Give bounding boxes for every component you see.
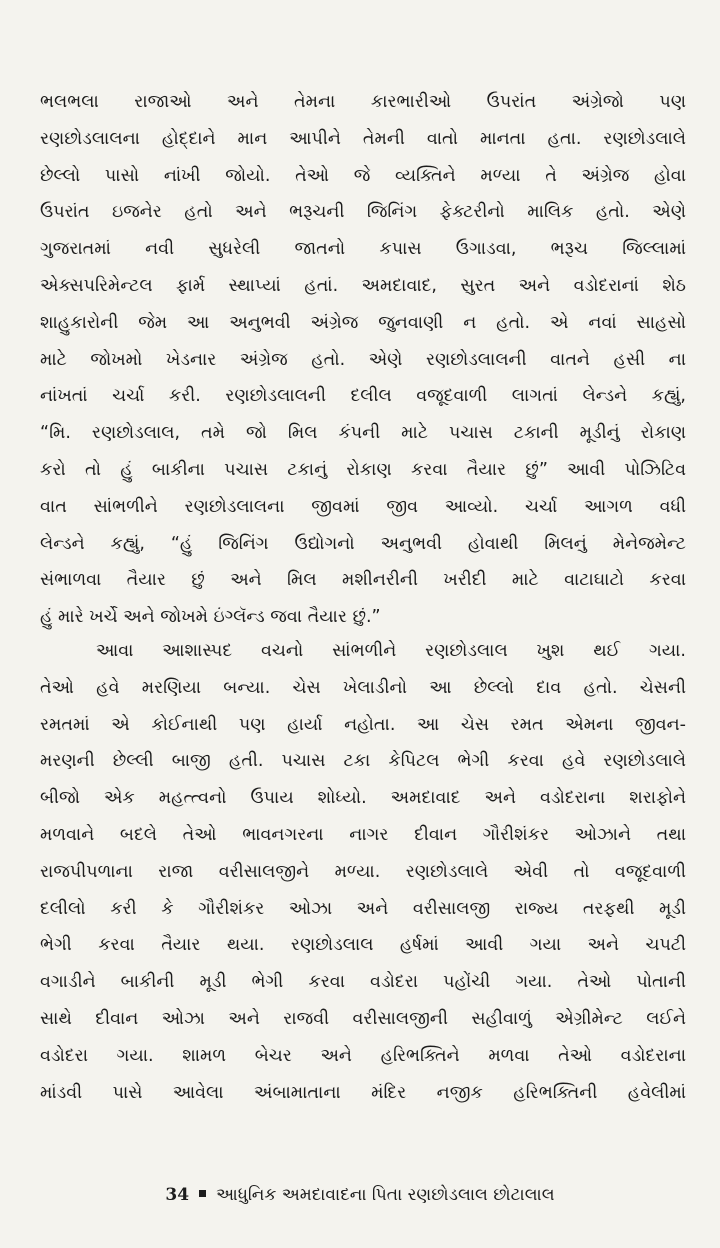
text-line: માંડવી પાસે આવેલા અંબામાતાના મંદિર નજીક હરિભક્તિની હવેલીમાં [40, 1082, 686, 1103]
text-line: હું મારે ખર્ચે અને જોખમે ઇંગ્લૅન્ડ જવા તૈયાર છું.” [40, 607, 381, 628]
text-line: દલીલો કરી કે ગૌરીશંકર ઓઝા અને વરીસાલજી રાજ્ય તરફથી મૂડી [40, 898, 686, 919]
text-line: મરણની છેલ્લી બાજી હતી. પચાસ ટકા કેપિટલ ભેગી કરવા હવે રણછોડલાલે [40, 751, 686, 772]
text-line: રણછોડલાલના હોદ્દાને માન આપીને તેમની વાતો માનતા હતા. રણછોડલાલે [40, 128, 686, 149]
text-line: એક્સપરિમેન્ટલ ફાર્મ સ્થાપ્યાં હતાં. અમદાવાદ, સુરત અને વડોદરાનાં શેઠ [40, 275, 686, 296]
text-line: નાંખતાં ચર્ચા કરી. રણછોડલાલની દલીલ વજૂદવાળી લાગતાં લેન્ડને કહ્યું, [40, 386, 686, 407]
paragraph-1 [40, 84, 686, 636]
text-line: સંભાળવા તૈયાર છું અને મિલ મશીનરીની ખરીદી માટે વાટાઘાટો કરવા [40, 570, 686, 591]
text-line: તેઓ હવે મરણિયા બન્યા. ચેસ ખેલાડીનો આ છેલ્લો દાવ હતો. ચેસની [40, 677, 686, 698]
text-line: ગુજરાતમાં નવી સુધરેલી જાતનો કપાસ ઉગાડવા, ભરૂચ જિલ્લામાં [40, 239, 686, 260]
text-line: વડોદરા ગયા. શામળ બેચર અને હરિભક્તિને મળવા તેઓ વડોદરાના [40, 1045, 686, 1066]
text-line: કરો તો હું બાકીના પચાસ ટકાનું રોકાણ કરવા તૈયાર છું” આવી પોઝિટિવ [40, 459, 686, 480]
running-title: આધુનિક અમદાવાદના પિતા રણછોડલાલ છોટાલાલ [216, 1185, 555, 1205]
text-line: ભલભલા રાજાઓ અને તેમના કારભારીઓ ઉપરાંત અંગ્રેજો પણ [40, 92, 686, 112]
text-line: વગાડીને બાકીની મૂડી ભેગી કરવા વડોદરા પહોંચી ગયા. તેઓ પોતાની [40, 972, 686, 993]
text-line: ભેગી કરવા તૈયાર થયા. રણછોડલાલ હર્ષમાં આવી ગયા અને ચપટી [40, 935, 686, 956]
text-line: રાજપીપળાના રાજા વરીસાલજીને મળ્યા. રણછોડલાલે એવી તો વજૂદવાળી [40, 861, 686, 882]
text-line: બીજો એક મહત્ત્વનો ઉપાય શોધ્યો. અમદાવાદ અને વડોદરાના શરાફોને [40, 788, 686, 809]
text-line: માટે જોખમો ખેડનાર અંગ્રેજ હતો. એણે રણછોડલાલની વાતને હસી ના [40, 349, 686, 370]
paragraph-2 [40, 633, 686, 1111]
text-line: વાત સાંભળીને રણછોડલાલના જીવમાં જીવ આવ્યો. ચર્ચા આગળ વધી [40, 496, 686, 517]
page-number: 34 [165, 1185, 190, 1205]
text-line: “મિ. રણછોડલાલ, તમે જો મિલ કંપની માટે પચાસ ટકાની મૂડીનું રોકાણ [40, 423, 686, 444]
text-line: શાહુકારોની જેમ આ અનુભવી અંગ્રેજ જુનવાણી ન હતો. એ નવાં સાહસો [40, 312, 686, 333]
page-footer [0, 1180, 720, 1210]
text-line: મળવાને બદલે તેઓ ભાવનગરના નાગર દીવાન ગૌરીશંકર ઓઝાને તથા [40, 824, 686, 845]
text-line: ઉપરાંત ઇજનેર હતો અને ભરૂચની જિનિંગ ફેક્ટરીનો માલિક હતો. એણે [40, 202, 686, 223]
text-line: આવા આશાસ્પદ વચનો સાંભળીને રણછોડલાલ ખુશ થઈ ગયા. [96, 641, 686, 661]
text-line: લેન્ડને કહ્યું, “હું જિનિંગ ઉદ્યોગનો અનુભવી હોવાથી મિલનું મેનેજમેન્ટ [40, 533, 686, 554]
square-bullet-icon [199, 1190, 206, 1197]
text-line: સાથે દીવાન ઓઝા અને રાજવી વરીસાલજીની સહીવાળું એગ્રીમેન્ટ લઈને [40, 1008, 686, 1029]
text-line: છેલ્લો પાસો નાંખી જોયો. તેઓ જે વ્યક્તિને મળ્યા તે અંગ્રેજ હોવા [40, 165, 686, 186]
text-line: રમતમાં એ કોઈનાથી પણ હાર્યા નહોતા. આ ચેસ રમત એમના જીવન- [40, 714, 686, 735]
